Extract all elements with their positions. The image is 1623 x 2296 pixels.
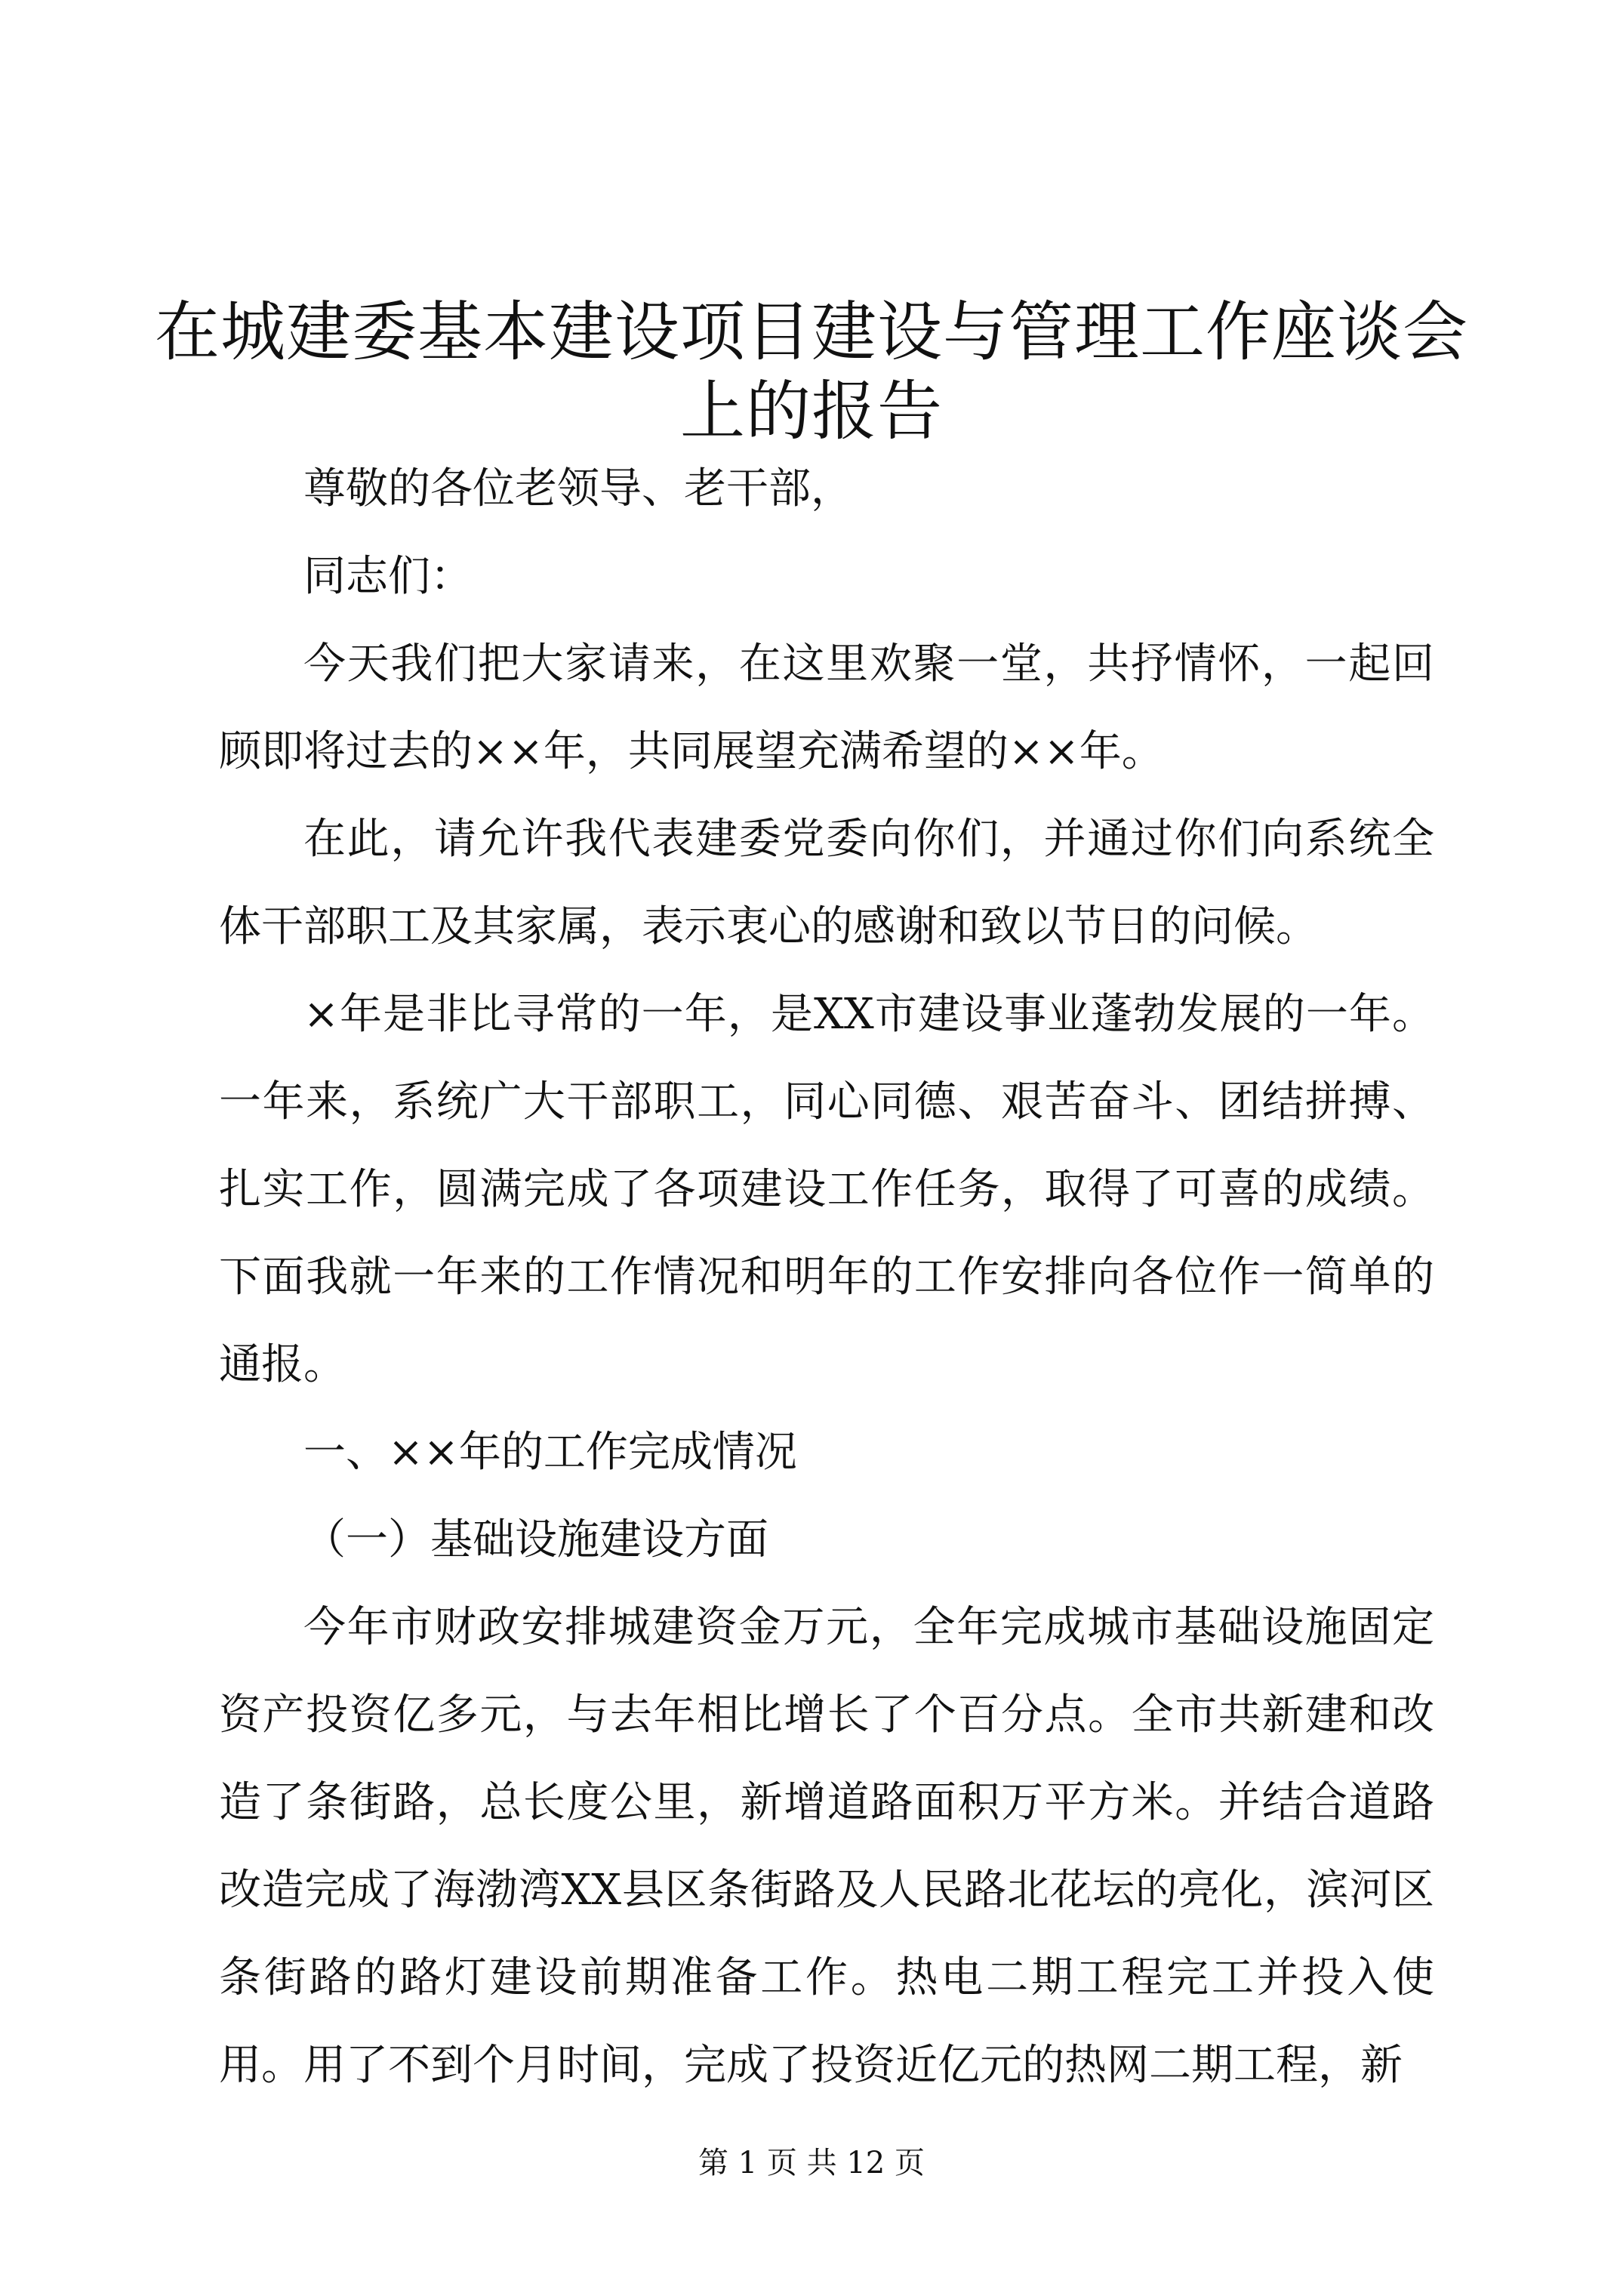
document-body <box>219 445 1434 2110</box>
section-heading: 一、××年的工作完成情况 <box>303 1428 797 1477</box>
body-paragraph: 今天我们把大家请来，在这里欢聚一堂，共抒情怀，一起回顾即将过去的××年，共同展望充满希望的××年。 <box>219 639 1434 776</box>
salutation-paragraph: 尊敬的各位老领导、老干部， <box>303 464 853 513</box>
salutation-paragraph: 同志们： <box>303 552 473 601</box>
body-paragraph: 在此，请允许我代表建委党委向你们，并通过你们向系统全体干部职工及其家属，表示衷心的感谢和致以节日的问候。 <box>219 815 1434 951</box>
document-title-line-1: 在城建委基本建设项目建设与管理工作座谈会 <box>155 294 1468 370</box>
subsection-heading: （一）基础设施建设方面 <box>303 1515 768 1564</box>
document-title-line-2: 上的报告 <box>680 374 943 449</box>
page-footer: 第 1 页 共 12 页 <box>698 2146 925 2180</box>
body-paragraph: ×年是非比寻常的一年，是XX市建设事业蓬勃发展的一年。一年来，系统广大干部职工，同心同德、艰苦奋斗、团结拼搏、扎实工作，圆满完成了各项建设工作任务，取得了可喜的成绩。下面我就一年来的工作情况和明年的工作安排向各位作一简单的通报。 <box>219 990 1434 1389</box>
body-paragraph: 今年市财政安排城建资金万元，全年完成城市基础设施固定资产投资亿多元，与去年相比增长了个百分点。全市共新建和改造了条街路，总长度公里，新增道路面积万平方米。并结合道路改造完成了海渤湾XX县区条街路及人民路北花坛的亮化，滨河区条街路的路灯建设前期准备工作。热电二期工程完工并投入使用。用了不到个月时间，完成了投资近亿元的热网二期工程，新 <box>219 1603 1434 2090</box>
